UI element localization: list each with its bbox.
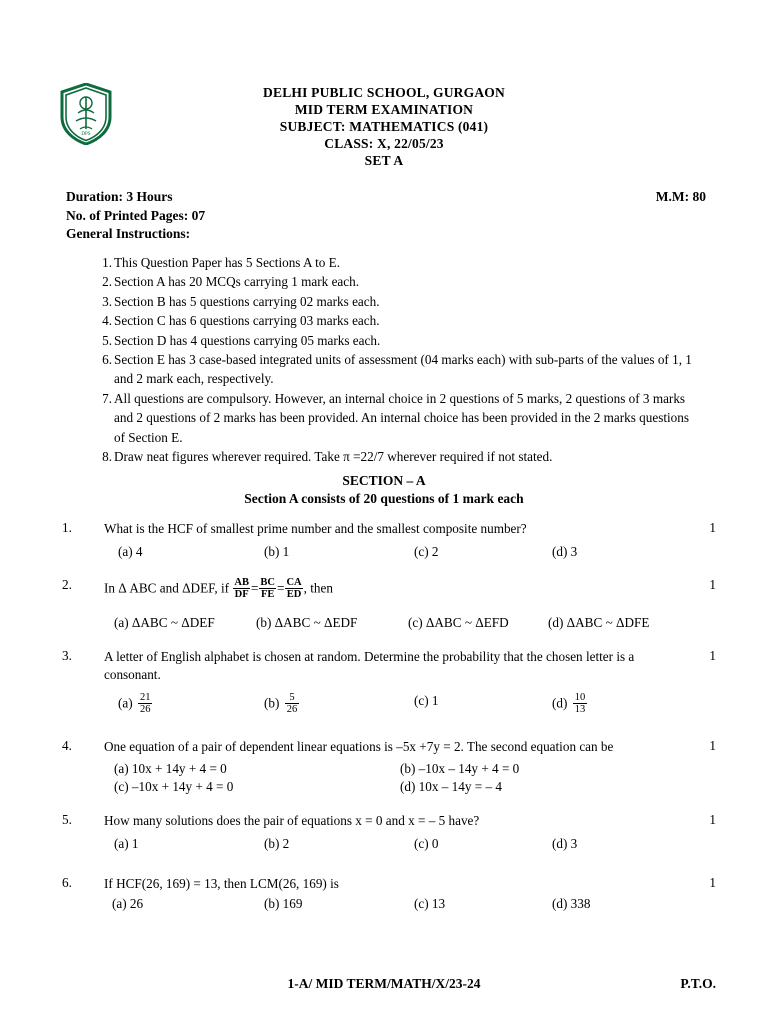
fraction-10-13: $\frac{10}{13}$ — [574, 692, 586, 716]
question-text: A letter of English alphabet is chosen at random. Determine the probability that the chosen letter is a consonant. — [104, 649, 635, 683]
instruction-number: 3. — [102, 293, 112, 309]
fraction-5-26: $\frac{5}{26}$ — [286, 692, 298, 716]
option-b[interactable]: (b) 2 — [264, 836, 290, 852]
question-options — [104, 895, 690, 915]
instruction-text: All questions are compulsory. However, an internal choice in 2 questions of 5 marks, 2 questions of 3 marks and 2 questions of 2 marks has been provided. An internal choice has been provided in the 2 marks questions of Section E. — [114, 390, 689, 445]
option-d[interactable]: (d) 10x – 14y = – 4 — [400, 779, 502, 795]
questions-list — [0, 520, 768, 919]
question-mark: 1 — [709, 812, 716, 828]
option-d[interactable]: (d) ΔABC ~ ΔDFE — [548, 615, 650, 631]
instruction-text: Section B has 5 questions carrying 02 marks each. — [114, 293, 380, 309]
question-text-pre: In Δ ABC and ΔDEF, if — [104, 580, 233, 596]
question-options — [104, 692, 690, 722]
equals-sign-1: = — [250, 580, 259, 596]
instruction-text: This Question Paper has 5 Sections A to E. — [114, 255, 341, 270]
question-text: One equation of a pair of dependent linear equations is –5x +7y = 2. The second equation can be — [104, 739, 614, 755]
question-options — [104, 612, 690, 632]
option-c[interactable]: (c) 1 — [414, 693, 439, 709]
instruction-number: 8. — [102, 449, 112, 465]
instruction-number: 2. — [102, 274, 112, 290]
list-item — [92, 447, 692, 466]
footer-pto: P.T.O. — [680, 976, 716, 991]
question-item — [0, 577, 768, 632]
duration-label: Duration: 3 Hours — [66, 189, 173, 204]
option-a[interactable]: (a) ΔABC ~ ΔDEF — [114, 615, 215, 631]
general-instructions-label: General Instructions: — [66, 226, 191, 241]
option-c[interactable]: (c) –10x + 14y + 4 = 0 — [114, 779, 234, 795]
question-item — [0, 648, 768, 722]
question-options — [104, 760, 690, 796]
header-set: SET A — [364, 153, 404, 168]
instruction-number: 5. — [102, 332, 112, 348]
list-item — [92, 311, 692, 330]
page-header — [0, 84, 768, 169]
list-item — [92, 350, 692, 389]
instruction-text: Draw neat figures wherever required. Take π =22/7 wherever required if not stated. — [114, 449, 553, 465]
question-text: How many solutions does the pair of equations x = 0 and x = – 5 have? — [104, 813, 480, 829]
question-mark: 1 — [709, 738, 716, 754]
option-b[interactable]: (b) –10x – 14y + 4 = 0 — [400, 761, 520, 777]
option-a[interactable]: (a) 10x + 14y + 4 = 0 — [114, 761, 227, 777]
exam-meta — [66, 188, 706, 244]
question-number: 1. — [62, 520, 72, 535]
question-item — [0, 875, 768, 915]
instruction-text: Section C has 6 questions carrying 03 marks each. — [114, 313, 380, 329]
header-exam-name: MID TERM EXAMINATION — [294, 102, 474, 117]
question-mark: 1 — [709, 875, 716, 891]
instruction-number: 1. — [102, 255, 112, 270]
question-text: If HCF(26, 169) = 13, then LCM(26, 169) is — [104, 876, 339, 892]
question-text-post: , then — [303, 580, 333, 596]
list-item — [92, 389, 692, 447]
option-c[interactable]: (c) 13 — [414, 896, 446, 912]
list-item — [92, 253, 692, 272]
question-number: 2. — [62, 577, 72, 592]
question-text: What is the HCF of smallest prime number and the smallest composite number? — [104, 521, 527, 536]
instruction-text: Section A has 20 MCQs carrying 1 mark each. — [114, 274, 360, 290]
question-number: 6. — [62, 875, 72, 891]
equals-sign-2: = — [277, 580, 285, 596]
fraction-bc-fe: $\frac{BC}{FE}$ — [260, 577, 275, 601]
list-item — [92, 272, 692, 291]
fraction-ca-ed: $\frac{CA}{ED}$ — [286, 577, 302, 601]
header-class-date: CLASS: X, 22/05/23 — [324, 136, 444, 151]
question-options — [104, 835, 690, 855]
question-mark: 1 — [709, 648, 716, 664]
instruction-number: 7. — [102, 390, 112, 406]
option-a[interactable]: (a) $\frac{21}{26}$ — [118, 692, 151, 716]
question-item — [0, 738, 768, 796]
option-d[interactable]: (d) 3 — [552, 836, 578, 852]
instruction-text: Section E has 3 case-based integrated units of assessment (04 marks each) with sub-parts of the values of 1, 1 and 2 mark each, respectively. — [114, 352, 692, 387]
footer-paper-code: 1-A/ MID TERM/MATH/X/23-24 — [287, 976, 481, 991]
instruction-number: 4. — [102, 313, 112, 329]
option-d[interactable]: (d) 338 — [552, 896, 591, 912]
question-text — [104, 577, 690, 600]
question-mark: 1 — [709, 520, 716, 535]
list-item — [92, 331, 692, 350]
question-number: 5. — [62, 812, 72, 828]
option-c[interactable]: (c) ΔABC ~ ΔEFD — [408, 615, 509, 631]
header-school-name: DELHI PUBLIC SCHOOL, GURGAON — [263, 85, 505, 100]
option-b[interactable]: (b) ΔABC ~ ΔEDF — [256, 615, 358, 631]
max-marks-label: M.M: 80 — [655, 189, 706, 204]
question-mark: 1 — [709, 577, 716, 592]
option-b[interactable]: (b) 169 — [264, 896, 303, 912]
question-item — [0, 520, 768, 563]
question-item — [0, 812, 768, 855]
option-c[interactable]: (c) 2 — [414, 544, 439, 559]
header-subject: SUBJECT: MATHEMATICS (041) — [279, 119, 489, 134]
fraction-21-26: $\frac{21}{26}$ — [139, 692, 151, 716]
section-subtitle: Section A consists of 20 questions of 1 mark each — [244, 491, 524, 506]
instruction-number: 6. — [102, 352, 112, 368]
question-options — [104, 543, 690, 563]
option-d[interactable]: (d) 3 — [552, 544, 578, 559]
option-b[interactable]: (b) $\frac{5}{26}$ — [264, 692, 298, 716]
instructions-list — [92, 253, 692, 466]
option-a[interactable]: (a) 4 — [118, 544, 143, 559]
option-b[interactable]: (b) 1 — [264, 544, 290, 559]
option-a[interactable]: (a) 26 — [112, 896, 144, 912]
instruction-text: Section D has 4 questions carrying 05 marks each. — [114, 332, 381, 348]
list-item — [92, 292, 692, 311]
fraction-ab-df: $\frac{AB}{DF}$ — [234, 577, 249, 601]
question-number: 4. — [62, 738, 72, 754]
option-d[interactable]: (d) $\frac{10}{13}$ — [552, 692, 586, 716]
question-number: 3. — [62, 648, 72, 664]
option-a[interactable]: (a) 1 — [114, 836, 139, 852]
section-heading — [0, 472, 768, 508]
option-c[interactable]: (c) 0 — [414, 836, 439, 852]
section-title: SECTION – A — [342, 473, 426, 488]
svg-text:DPS: DPS — [81, 132, 91, 137]
printed-pages-label: No. of Printed Pages: 07 — [66, 207, 206, 223]
